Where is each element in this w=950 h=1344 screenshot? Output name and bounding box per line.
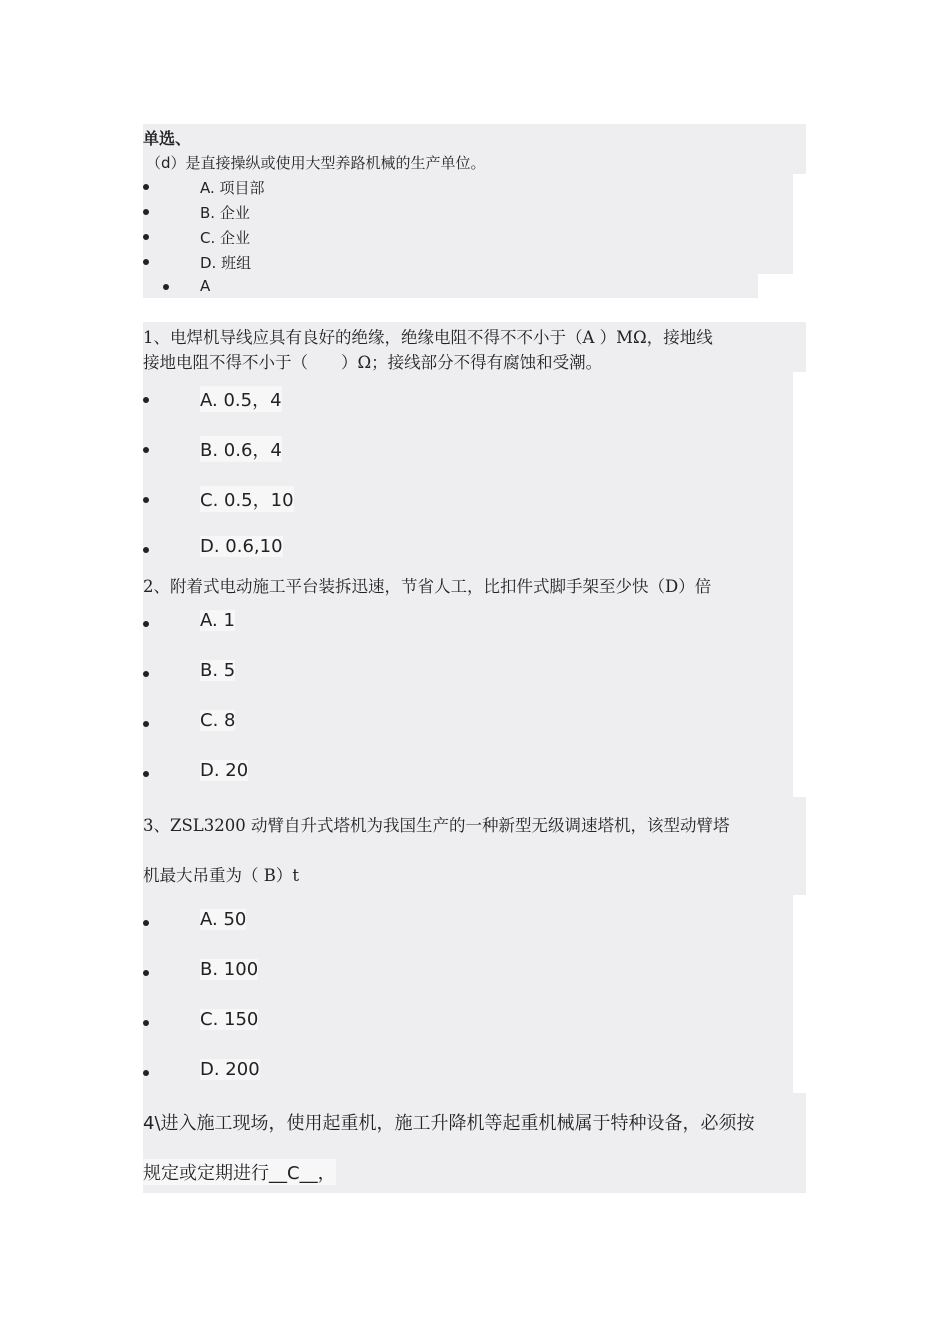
- bullet-icon: [143, 447, 149, 453]
- question-3-option-a: A. 50: [200, 909, 247, 930]
- question-0-answer: A: [200, 277, 211, 295]
- question-2-option-c: C. 8: [200, 710, 236, 731]
- question-3-stem-line-2: 机最大吊重为（ B）t: [143, 866, 300, 885]
- bullet-icon: [143, 209, 149, 215]
- bullet-icon: [143, 920, 149, 926]
- bullet-icon: [143, 259, 149, 265]
- bullet-icon: [143, 497, 149, 503]
- section-title: 单选、: [143, 129, 192, 148]
- bullet-icon: [143, 1020, 149, 1026]
- bullet-icon: [143, 721, 149, 727]
- question-1-stem-line-1: 1、电焊机导线应具有良好的绝缘，绝缘电阻不得不不小于（A ）MΩ，接地线: [143, 328, 713, 347]
- question-4-stem-line-1: 4\进入施工现场，使用起重机，施工升降机等起重机械属于特种设备，必须按: [143, 1113, 755, 1134]
- question-2-stem: 2、附着式电动施工平台装拆迅速，节省人工，比扣件式脚手架至少快（D）倍: [143, 577, 712, 596]
- question-3-option-c: C. 150: [200, 1009, 259, 1030]
- bullet-icon: [143, 771, 149, 777]
- question-0-stem: （d）是直接操纵或使用大型养路机械的生产单位。: [146, 154, 486, 172]
- question-0-option-d: D. 班组: [200, 254, 252, 272]
- question-1-stem-line-2: 接地电阻不得不小于（ ）Ω；接线部分不得有腐蚀和受潮。: [143, 353, 603, 372]
- bullet-icon: [143, 671, 149, 677]
- question-1-option-d: D. 0.6,10: [200, 536, 283, 557]
- bullet-icon: [143, 184, 149, 190]
- bullet-icon: [163, 284, 169, 290]
- bullet-icon: [143, 621, 149, 627]
- question-0-option-c: C. 企业: [200, 229, 251, 247]
- question-4-stem-line-2: 规定或定期进行__C__，: [143, 1159, 336, 1185]
- question-2-option-b: B. 5: [200, 660, 236, 681]
- bullet-icon: [143, 234, 149, 240]
- bullet-icon: [143, 547, 149, 553]
- question-2-option-d: D. 20: [200, 760, 249, 781]
- question-2-option-a: A. 1: [200, 610, 235, 631]
- q0-answer-background: [143, 274, 758, 298]
- question-3-option-b: B. 100: [200, 959, 259, 980]
- question-1-option-b: B. 0.6，4: [200, 436, 282, 462]
- question-3-stem-line-1: 3、ZSL3200 动臂自升式塔机为我国生产的一种新型无级调速塔机，该型动臂塔: [143, 816, 730, 835]
- question-0-option-a: A. 项目部: [200, 179, 265, 197]
- question-3-option-d: D. 200: [200, 1059, 260, 1080]
- bullet-icon: [143, 1070, 149, 1076]
- question-1-option-a: A. 0.5，4: [200, 386, 282, 412]
- question-1-option-c: C. 0.5，10: [200, 486, 294, 512]
- bullet-icon: [143, 397, 149, 403]
- question-0-option-b: B. 企业: [200, 204, 250, 222]
- bullet-icon: [143, 970, 149, 976]
